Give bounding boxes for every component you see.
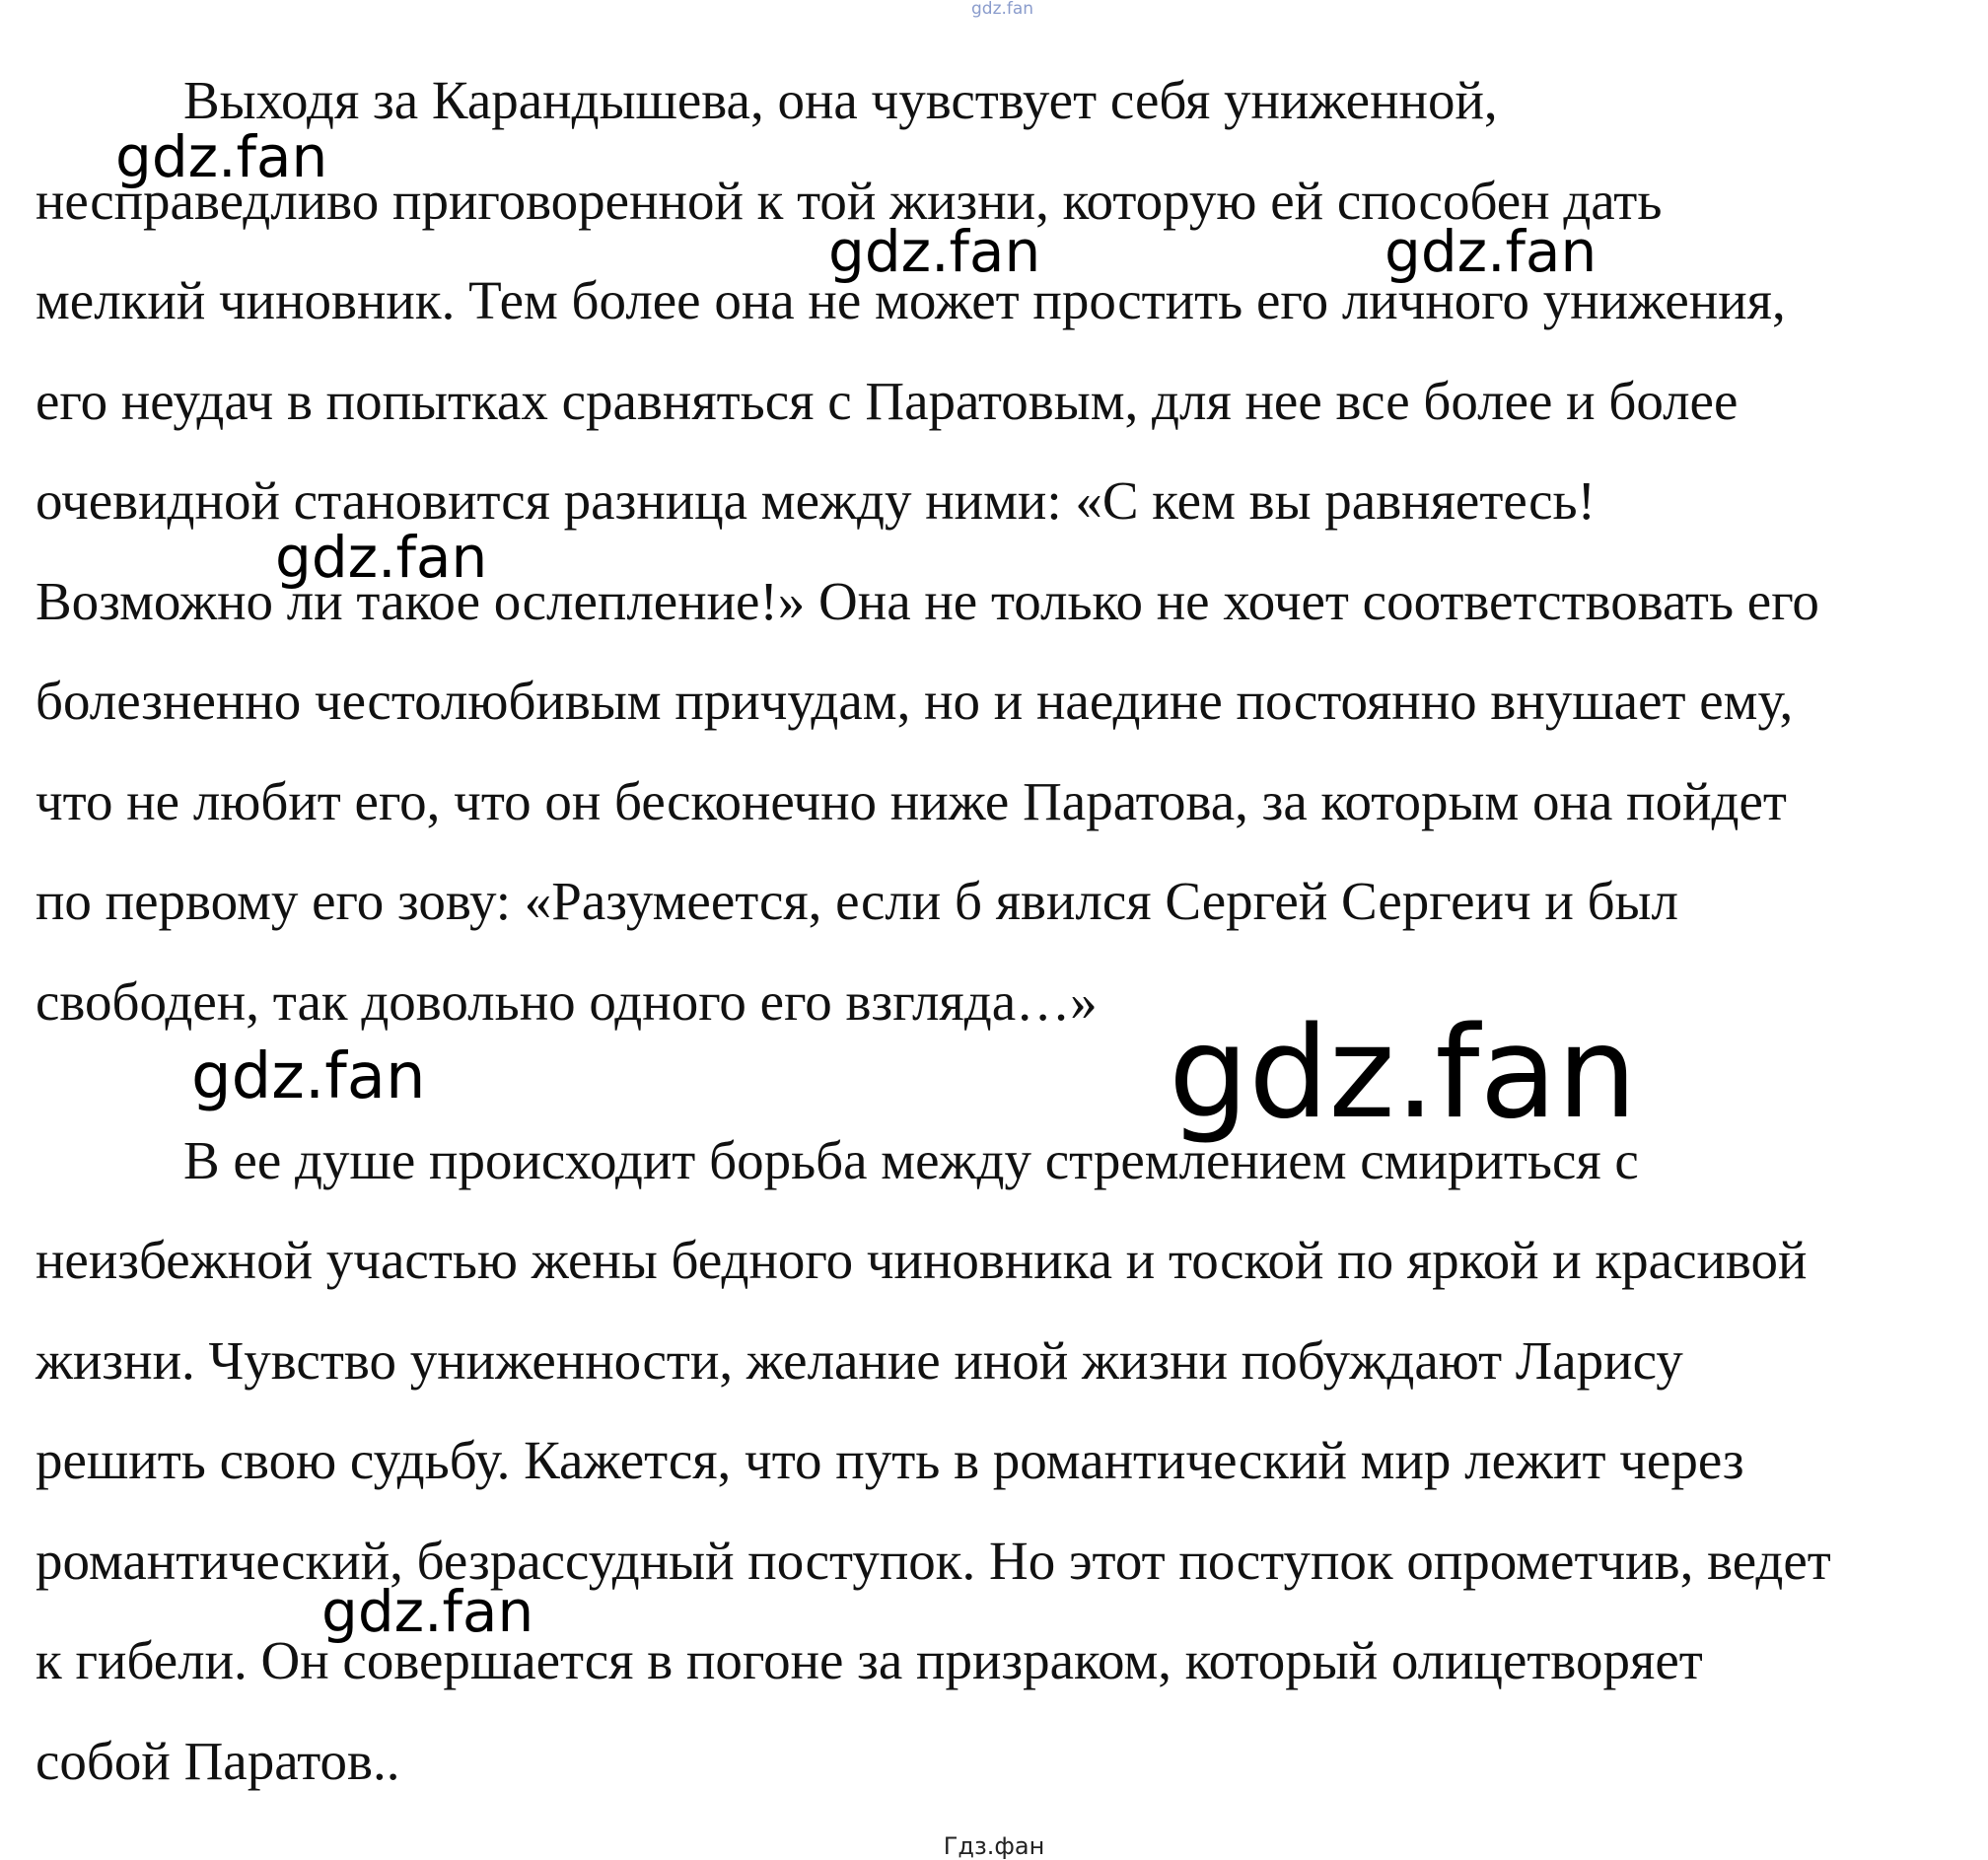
paragraph-1-line-5: очевидной становится разница между ними: «С кем вы равняетесь! — [36, 470, 1596, 531]
paragraph-2-line-3: жизни. Чувство униженности, желание иной жизни побуждают Ларису — [36, 1330, 1683, 1391]
paragraph-1-line-9: по первому его зову: «Разумеется, если б явился Сергей Сергеич и был — [36, 871, 1678, 931]
paragraph-2-line-7: собой Паратов.. — [36, 1731, 400, 1791]
watermark-top: gdz.fan — [971, 0, 1034, 19]
watermark: gdz.fan — [115, 123, 328, 190]
paragraph-1-line-3: мелкий чиновник. Тем более она не может простить его личного унижения, — [36, 270, 1786, 330]
paragraph-1-line-8: что не любит его, что он бесконечно ниже Паратова, за которым она пойдет — [36, 771, 1787, 831]
paragraph-2-line-5: романтический, безрассудный поступок. Но этот поступок опрометчив, ведет — [36, 1531, 1831, 1591]
paragraph-1-line-10: свободен, так довольно одного его взгляда…» — [36, 971, 1098, 1032]
paragraph-2-line-6: к гибели. Он совершается в погоне за призраком, который олицетворяет — [36, 1630, 1703, 1690]
paragraph-2-line-2: неизбежной участью жены бедного чиновника и тоской по яркой и красивой — [36, 1230, 1808, 1290]
paragraph-1-line-6: Возможно ли такое ослепление!» Она не только не хочет соответствовать его — [36, 571, 1819, 631]
paragraph-1-line-1: Выходя за Карандышева, она чувствует себя униженной, — [183, 70, 1498, 130]
watermark: gdz.fan — [191, 1040, 426, 1113]
watermark: gdz.fan — [275, 524, 488, 591]
paragraph-1-line-7: болезненно честолюбивым причудам, но и наедине постоянно внушает ему, — [36, 671, 1794, 731]
footer-label: Гдз.фан — [943, 1832, 1045, 1860]
paragraph-2-line-4: решить свою судьбу. Кажется, что путь в романтический мир лежит через — [36, 1430, 1744, 1490]
paragraph-2-line-1: В ее душе происходит борьба между стремлением смириться с — [183, 1130, 1639, 1190]
watermark: gdz.fan — [1384, 218, 1598, 285]
watermark: gdz.fan — [1169, 1000, 1637, 1147]
watermark: gdz.fan — [828, 218, 1041, 285]
paragraph-1-line-2: несправедливо приговоренной к той жизни, которую ей способен дать — [36, 171, 1663, 231]
paragraph-1-line-4: его неудач в попытках сравняться с Паратовым, для нее все более и более — [36, 371, 1739, 431]
watermark: gdz.fan — [321, 1578, 534, 1645]
